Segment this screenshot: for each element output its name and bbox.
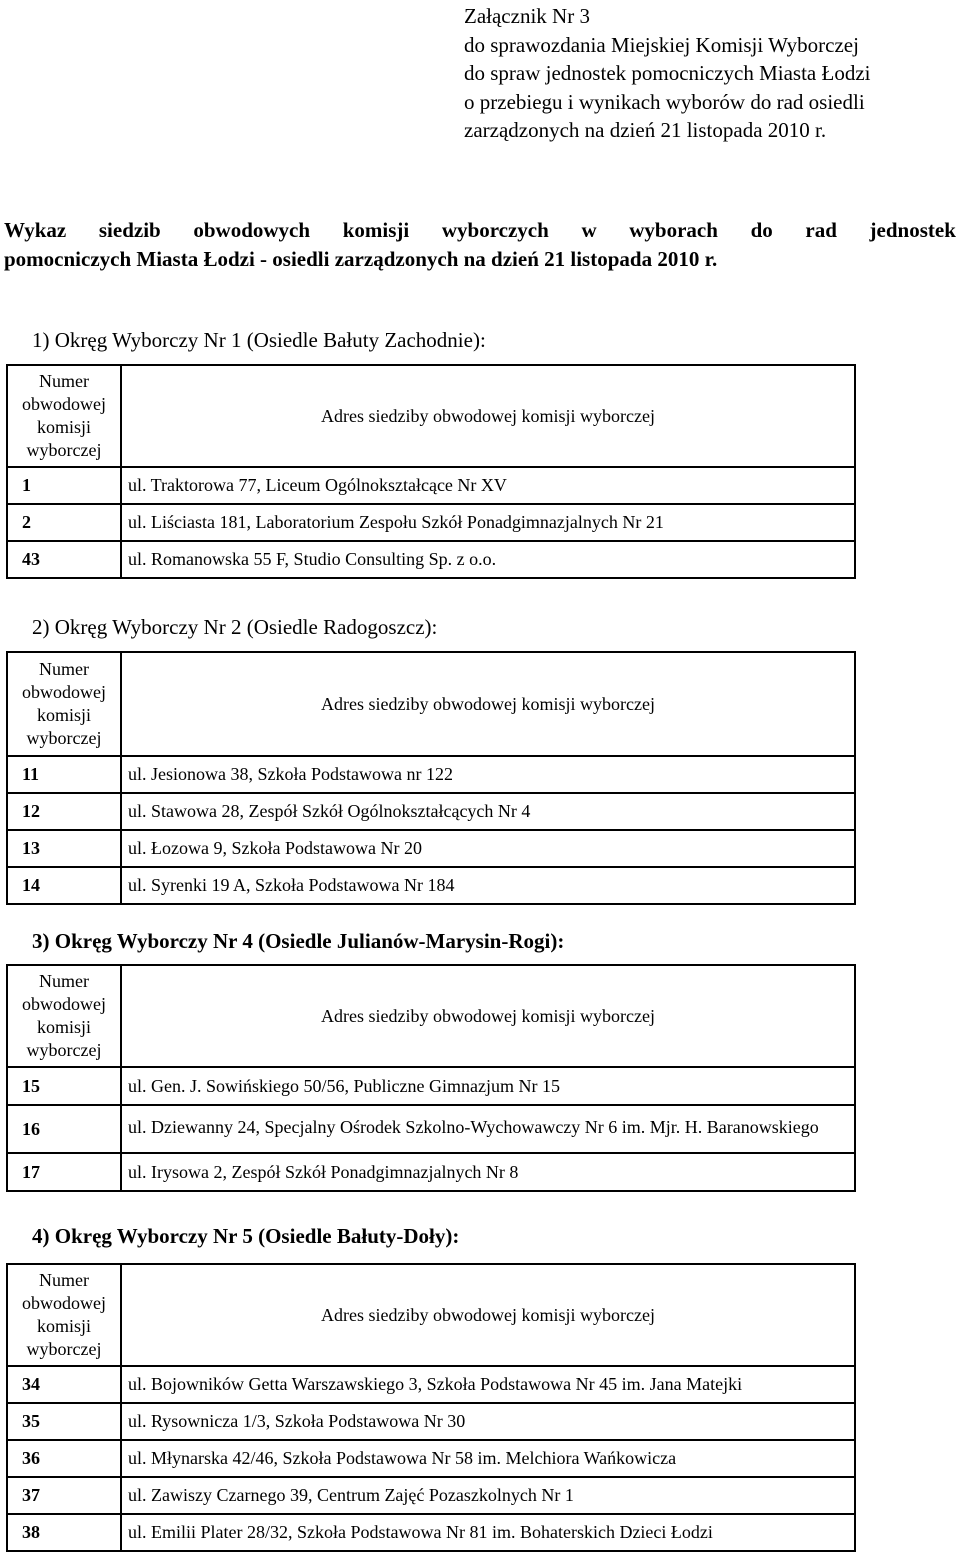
address-column-header: Adres siedziby obwodowej komisji wyborczej: [121, 1264, 855, 1366]
commission-number: 13: [7, 830, 121, 867]
annex-line: o przebiegu i wynikach wyborów do rad osiedli: [464, 89, 865, 114]
commission-address: ul. Romanowska 55 F, Studio Consulting Sp. z o.o.: [121, 541, 855, 578]
district-heading: 1) Okręg Wyborczy Nr 1 (Osiedle Bałuty Zachodnie):: [32, 328, 486, 352]
title-word: do: [750, 218, 773, 242]
table-row: [7, 1514, 855, 1551]
table-header-row: [7, 965, 855, 1067]
table-row: [7, 1440, 855, 1477]
table-row: [7, 541, 855, 578]
commission-address: ul. Dziewanny 24, Specjalny Ośrodek Szkolno-Wychowawczy Nr 6 im. Mjr. H. Baranowskiego: [121, 1105, 855, 1153]
commission-number: 35: [7, 1403, 121, 1440]
annex-note: [464, 2, 870, 145]
commission-address: ul. Zawiszy Czarnego 39, Centrum Zajęć Pozaszkolnych Nr 1: [121, 1477, 855, 1514]
district-heading: 3) Okręg Wyborczy Nr 4 (Osiedle Julianów-Marysin-Rogi):: [32, 929, 565, 953]
title-line-2: pomocniczych Miasta Łodzi - osiedli zarządzonych na dzień 21 listopada 2010 r.: [4, 247, 718, 271]
table-row: [7, 1366, 855, 1403]
commission-number: 17: [7, 1153, 121, 1191]
table-row: [7, 830, 855, 867]
table-row: [7, 1477, 855, 1514]
title-word: wyborach: [629, 218, 718, 242]
commission-number: 2: [7, 504, 121, 541]
title-word: siedzib: [98, 218, 161, 242]
annex-line: Załącznik Nr 3: [464, 4, 590, 28]
address-column-header: Adres siedziby obwodowej komisji wyborczej: [121, 965, 855, 1067]
commission-address: ul. Liściasta 181, Laboratorium Zespołu Szkół Ponadgimnazjalnych Nr 21: [121, 504, 855, 541]
commission-table: [6, 1263, 856, 1552]
commission-address: ul. Młynarska 42/46, Szkoła Podstawowa Nr 58 im. Melchiora Wańkowicza: [121, 1440, 855, 1477]
commission-number: 34: [7, 1366, 121, 1403]
annex-line: do sprawozdania Miejskiej Komisji Wyborczej: [464, 32, 859, 57]
title-word: Wykaz: [4, 218, 67, 242]
commission-table: [6, 364, 856, 579]
title-word: jednostek: [869, 218, 956, 242]
commission-number: 36: [7, 1440, 121, 1477]
document-title: [4, 216, 956, 274]
commission-address: ul. Rysownicza 1/3, Szkoła Podstawowa Nr 30: [121, 1403, 855, 1440]
commission-table: [6, 964, 856, 1192]
commission-address: ul. Irysowa 2, Zespół Szkół Ponadgimnazjalnych Nr 8: [121, 1153, 855, 1191]
commission-address: ul. Jesionowa 38, Szkoła Podstawowa nr 122: [121, 756, 855, 793]
title-word: komisji: [342, 218, 410, 242]
title-word: wyborczych: [441, 218, 549, 242]
annex-line: do spraw jednostek pomocniczych Miasta Łodzi: [464, 61, 871, 85]
commission-address: ul. Syrenki 19 A, Szkoła Podstawowa Nr 184: [121, 867, 855, 904]
commission-address: ul. Stawowa 28, Zespół Szkół Ogólnokształcących Nr 4: [121, 793, 855, 830]
title-line-1: [4, 216, 956, 245]
commission-address: ul. Gen. J. Sowińskiego 50/56, Publiczne Gimnazjum Nr 15: [121, 1067, 855, 1105]
district-heading: 2) Okręg Wyborczy Nr 2 (Osiedle Radogoszcz):: [32, 615, 438, 639]
number-column-header: Numer obwodowej komisji wyborczej: [7, 365, 121, 467]
address-column-header: Adres siedziby obwodowej komisji wyborczej: [121, 365, 855, 467]
table-header-row: [7, 1264, 855, 1366]
commission-address: ul. Traktorowa 77, Liceum Ogólnokształcące Nr XV: [121, 467, 855, 504]
commission-address: ul. Emilii Plater 28/32, Szkoła Podstawowa Nr 81 im. Bohaterskich Dzieci Łodzi: [121, 1514, 855, 1551]
table-row: [7, 467, 855, 504]
table-row: [7, 793, 855, 830]
commission-number: 15: [7, 1067, 121, 1105]
title-word: w: [581, 218, 597, 242]
commission-number: 16: [7, 1105, 121, 1153]
commission-number: 14: [7, 867, 121, 904]
commission-address: ul. Bojowników Getta Warszawskiego 3, Szkoła Podstawowa Nr 45 im. Jana Matejki: [121, 1366, 855, 1403]
commission-number: 11: [7, 756, 121, 793]
commission-number: 12: [7, 793, 121, 830]
table-row: [7, 1105, 855, 1153]
number-column-header: Numer obwodowej komisji wyborczej: [7, 652, 121, 756]
table-row: [7, 867, 855, 904]
table-row: [7, 504, 855, 541]
commission-number: 38: [7, 1514, 121, 1551]
commission-number: 1: [7, 467, 121, 504]
title-word: obwodowych: [193, 218, 311, 242]
table-header-row: [7, 652, 855, 756]
table-row: [7, 1067, 855, 1105]
table-row: [7, 756, 855, 793]
address-column-header: Adres siedziby obwodowej komisji wyborczej: [121, 652, 855, 756]
table-row: [7, 1403, 855, 1440]
commission-number: 43: [7, 541, 121, 578]
table-header-row: [7, 365, 855, 467]
table-row: [7, 1153, 855, 1191]
number-column-header: Numer obwodowej komisji wyborczej: [7, 965, 121, 1067]
annex-line: zarządzonych na dzień 21 listopada 2010 r.: [464, 118, 827, 142]
title-word: rad: [805, 218, 837, 242]
commission-table: [6, 651, 856, 905]
number-column-header: Numer obwodowej komisji wyborczej: [7, 1264, 121, 1366]
district-heading: 4) Okręg Wyborczy Nr 5 (Osiedle Bałuty-Doły):: [32, 1224, 460, 1248]
commission-number: 37: [7, 1477, 121, 1514]
commission-address: ul. Łozowa 9, Szkoła Podstawowa Nr 20: [121, 830, 855, 867]
